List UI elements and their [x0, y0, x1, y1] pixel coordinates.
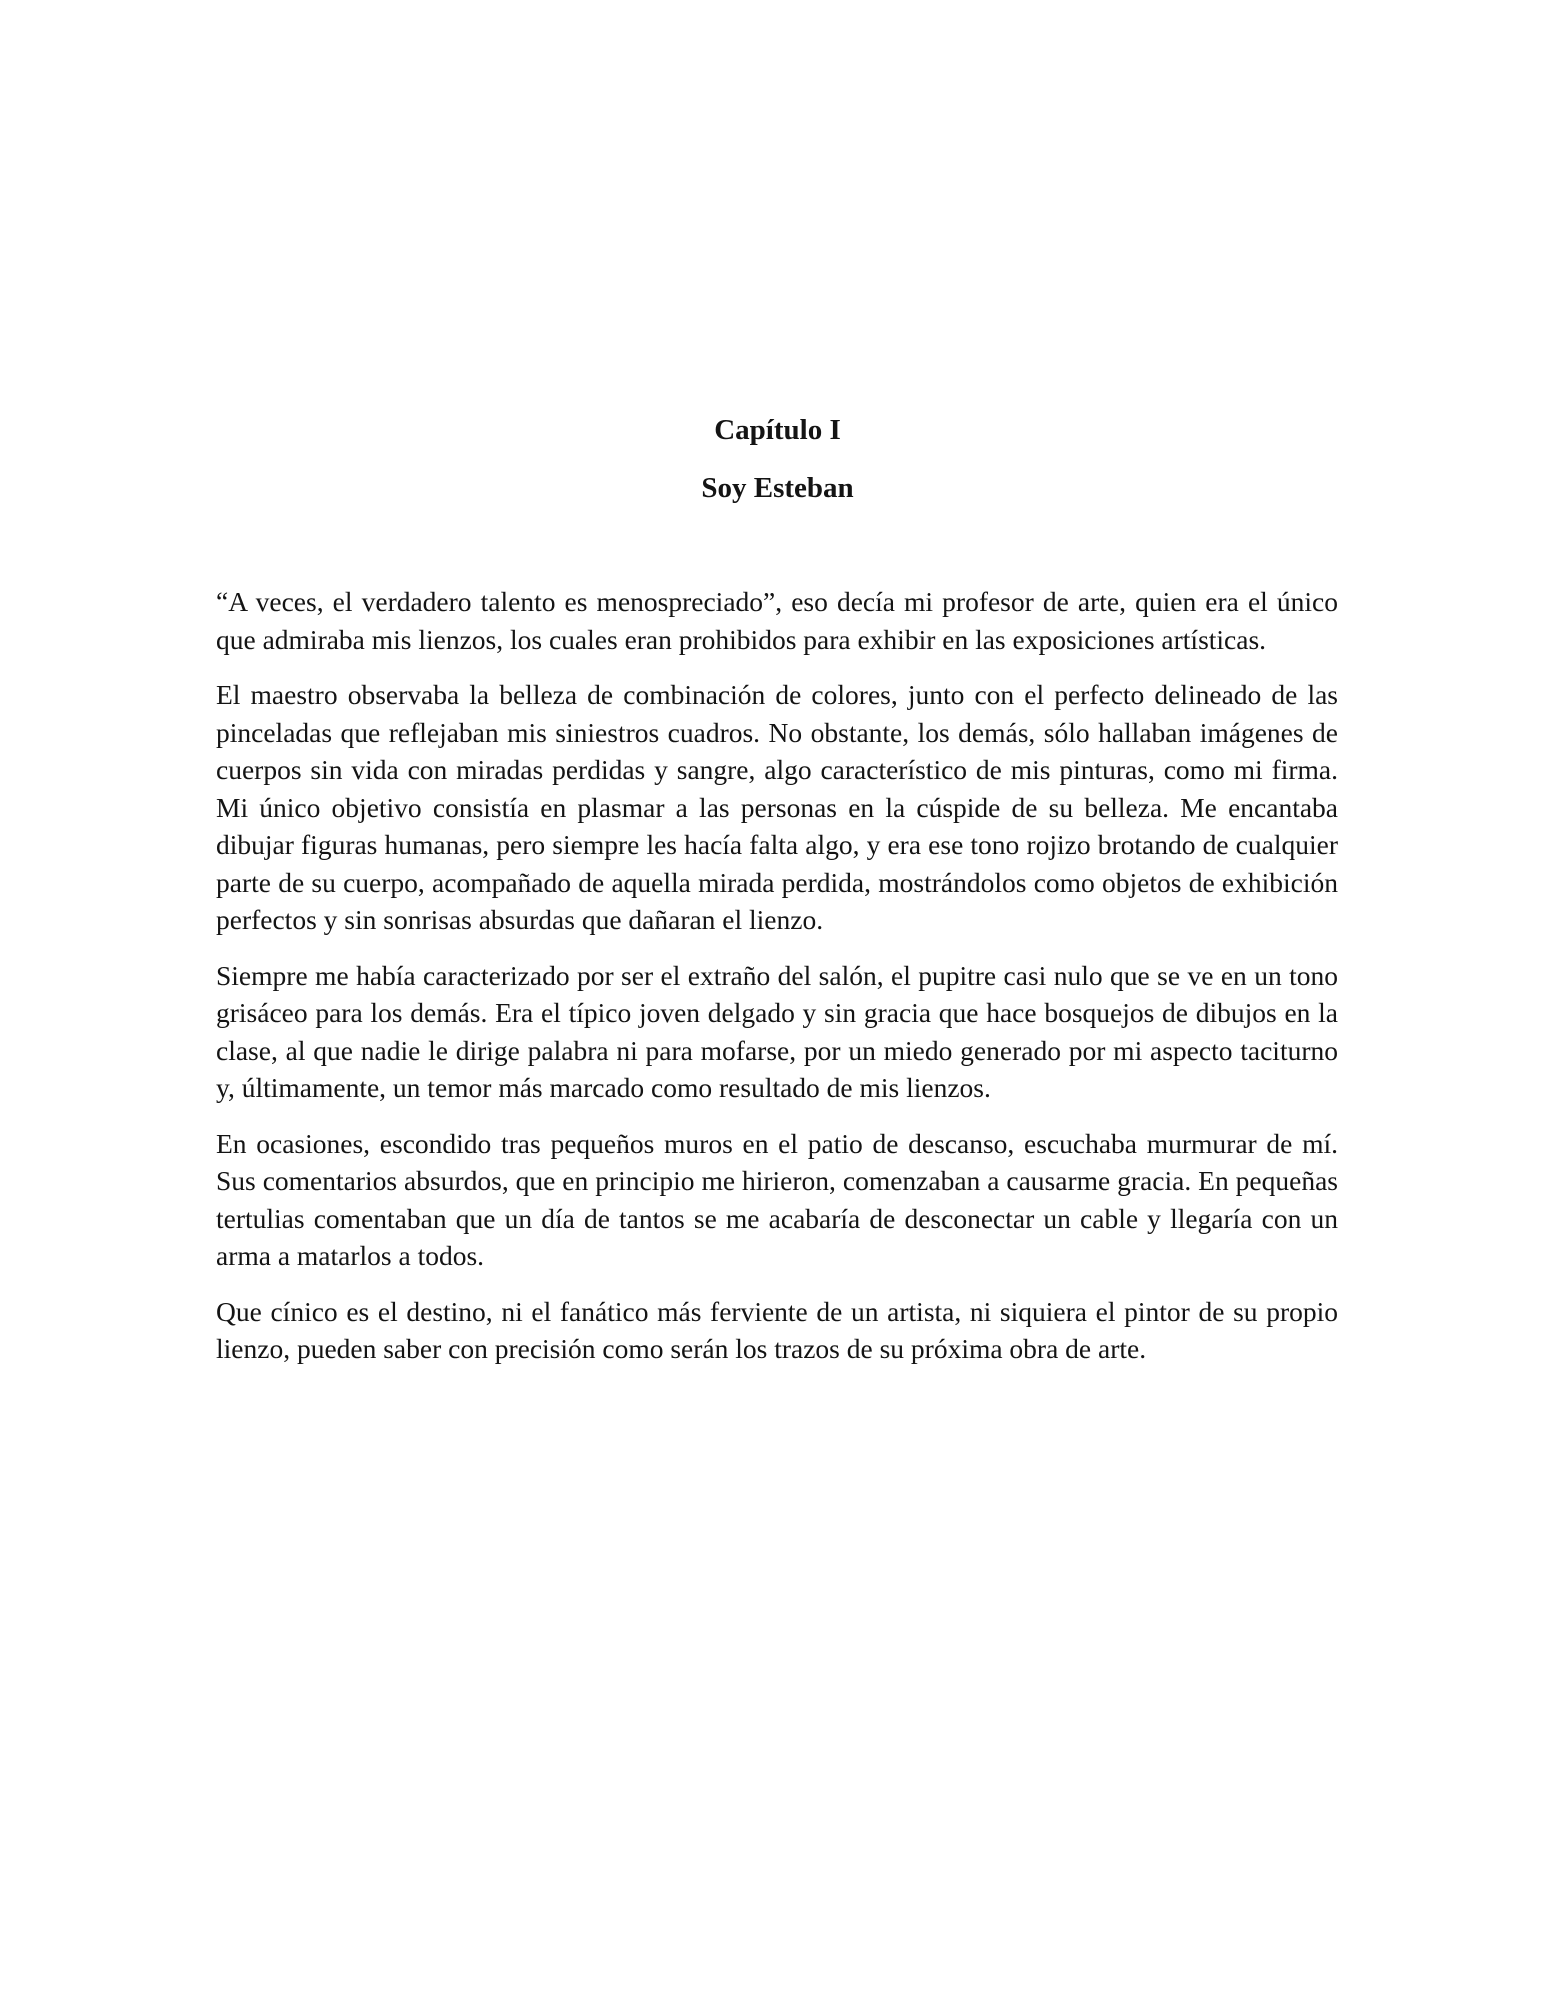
paragraph: “A veces, el verdadero talento es menospreciado”, eso decía mi profesor de arte, quien era el único que admiraba mis lienzos, los cuales eran prohibidos para exhibir en las exposiciones artísticas.	[216, 586, 1338, 655]
paragraph: El maestro observaba la belleza de combinación de colores, junto con el perfecto delineado de las pinceladas que reflejaban mis siniestros cuadros. No obstante, los demás, sólo hallaban imágenes de cuerpos sin vida con miradas perdidas y sangre, algo característico de mis pinturas, como mi firma. Mi único objetivo consistía en plasmar a las personas en la cúspide de su belleza. Me encantaba dibujar figuras humanas, pero siempre les hacía falta algo, y era ese tono rojizo brotando de cualquier parte de su cuerpo, acompañado de aquella mirada perdida, mostrándolos como objetos de exhibición perfectos y sin sonrisas absurdas que dañaran el lienzo.	[216, 679, 1338, 935]
chapter-title: Soy Esteban	[701, 472, 854, 504]
chapter-number: Capítulo I	[714, 414, 841, 446]
paragraph: Siempre me había caracterizado por ser el extraño del salón, el pupitre casi nulo que se ve en un tono grisáceo para los demás. Era el típico joven delgado y sin gracia que hace bosquejos de dibujos en la clase, al que nadie le dirige palabra ni para mofarse, por un miedo generado por mi aspecto taciturno y, últimamente, un temor más marcado como resultado de mis lienzos.	[216, 959, 1338, 1103]
paragraph: En ocasiones, escondido tras pequeños muros en el patio de descanso, escuchaba murmurar de mí. Sus comentarios absurdos, que en principio me hirieron, comenzaban a causarme gracia. En pequeñas tertulias comentaban que un día de tantos se me acabaría de desconectar un cable y llegaría con un arma a matarlos a todos.	[216, 1127, 1338, 1271]
chapter-body	[216, 583, 1338, 1386]
paragraph: Que cínico es el destino, ni el fanático más ferviente de un artista, ni siquiera el pintor de su propio lienzo, pueden saber con precisión como serán los trazos de su próxima obra de arte.	[216, 1295, 1338, 1364]
